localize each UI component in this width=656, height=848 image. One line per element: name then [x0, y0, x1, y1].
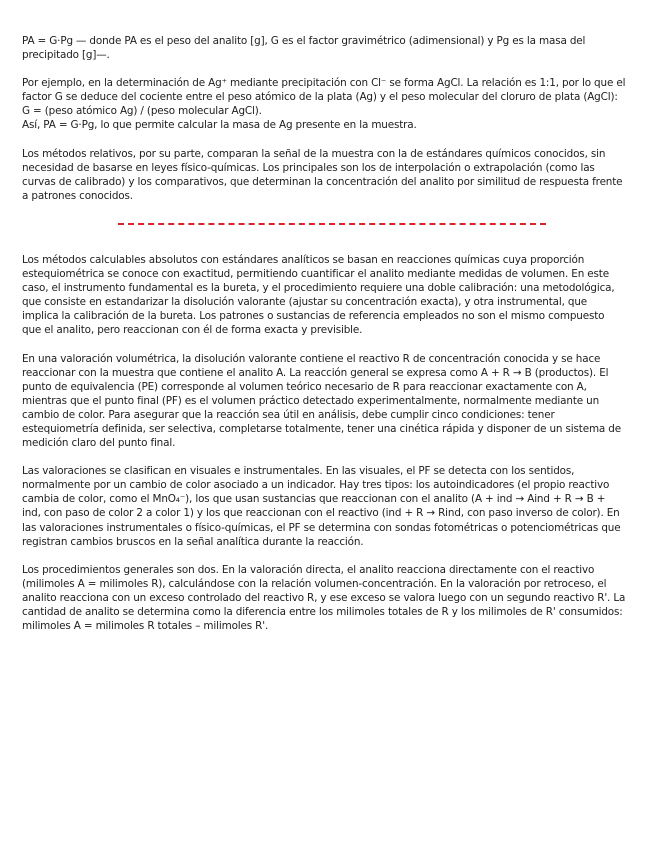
example-paragraph-line3: Así, PA = G·Pg, lo que permite calcular la masa de Ag presente en la muestra. [22, 119, 417, 132]
relative-methods-paragraph: Los métodos relativos, por su parte, comparan la señal de la muestra con la de estándares químicos conocidos, sin necesidad de basarse en leyes físico-químicas. Los principales son los de interpolación o extrapolación (como las curvas de calibrado) y los comparativos, que determinan la concentración del analito por similitud de respuesta frente a patrones conocidos. [22, 147, 623, 202]
section-divider-wrap [22, 203, 626, 253]
gravimetric-formula-paragraph: PA = G·Pg — donde PA es el peso del analito [g], G es el factor gravimétrico (adimensional) y Pg es la masa del precipitado [g]—. [22, 35, 586, 62]
document-page [22, 34, 626, 633]
volumetric-titration-paragraph: En una valoración volumétrica, la disolución valorante contiene el reactivo R de concentración conocida y se hace reaccionar con la muestra que contiene el analito A. La reacción general se expresa como A + R → B (productos). El punto de equivalencia (PE) corresponde al volumen teórico necesario de R para reaccionar exactamente con A, mientras que el punto final (PF) es el volumen práctico detectado experimentalmente, normalmente mediante un cambio de color. Para asegurar que la reacción sea útil en análisis, debe cumplir cinco condiciones: tener estequiometría definida, ser selectiva, completarse totalmente, tener una cinética rápida y disponer de un sistema de medición claro del punto final. [22, 352, 621, 450]
example-paragraph-line1: Por ejemplo, en la determinación de Ag⁺ mediante precipitación con Cl⁻ se forma AgCl. La relación es 1:1, por lo que el factor G se deduce del cociente entre el peso atómico de la plata (Ag) y el peso molecular del cloruro de plata (AgCl): [22, 77, 626, 104]
section-divider [118, 223, 546, 225]
absolute-methods-paragraph: Los métodos calculables absolutos con estándares analíticos se basan en reacciones químicas cuya proporción estequiométrica se conoce con exactitud, permitiendo cuantificar el analito mediante medidas de volumen. En este caso, el instrumento fundamental es la bureta, y el procedimiento requiere una doble calibración: una metodológica, que consiste en estandarizar la disolución valorante (ajustar su concentración exacta), y otra instrumental, que implica la calibración de la bureta. Los patrones o sustancias de referencia empleados no son el mismo compuesto que el analito, pero reaccionan con él de forma exacta y previsible. [22, 253, 615, 337]
example-paragraph-line2: G = (peso atómico Ag) / (peso molecular AgCl). [22, 105, 262, 118]
titration-classification-paragraph: Las valoraciones se clasifican en visuales e instrumentales. En las visuales, el PF se detecta con los sentidos, normalmente por un cambio de color asociado a un indicador. Hay tres tipos: los autoindicadores (el propio reactivo cambia de color, como el MnO₄⁻), los que usan sustancias que reaccionan con el analito (A + ind → Aind + R → B + ind, con paso de color 2 a color 1) y los que reaccionan con el reactivo (ind + R → Rind, con paso inverso de color). En las valoraciones instrumentales o físico-químicas, el PF se determina con sondas fotométricas o potenciométricas que registran cambios bruscos en la señal analítica durante la reacción. [22, 465, 621, 548]
general-procedures-paragraph: Los procedimientos generales son dos. En la valoración directa, el analito reacciona directamente con el reactivo (milimoles A = milimoles R), calculándose con la relación volumen-concentración. En la valoración por retroceso, el analito reacciona con un exceso controlado del reactivo R, y ese exceso se valora luego con un segundo reactivo R'. La cantidad de analito se determina como la diferencia entre los milimoles totales de R y los milimoles de R' consumidos: milimoles A = milimoles R totales – milimoles R'. [22, 563, 626, 633]
